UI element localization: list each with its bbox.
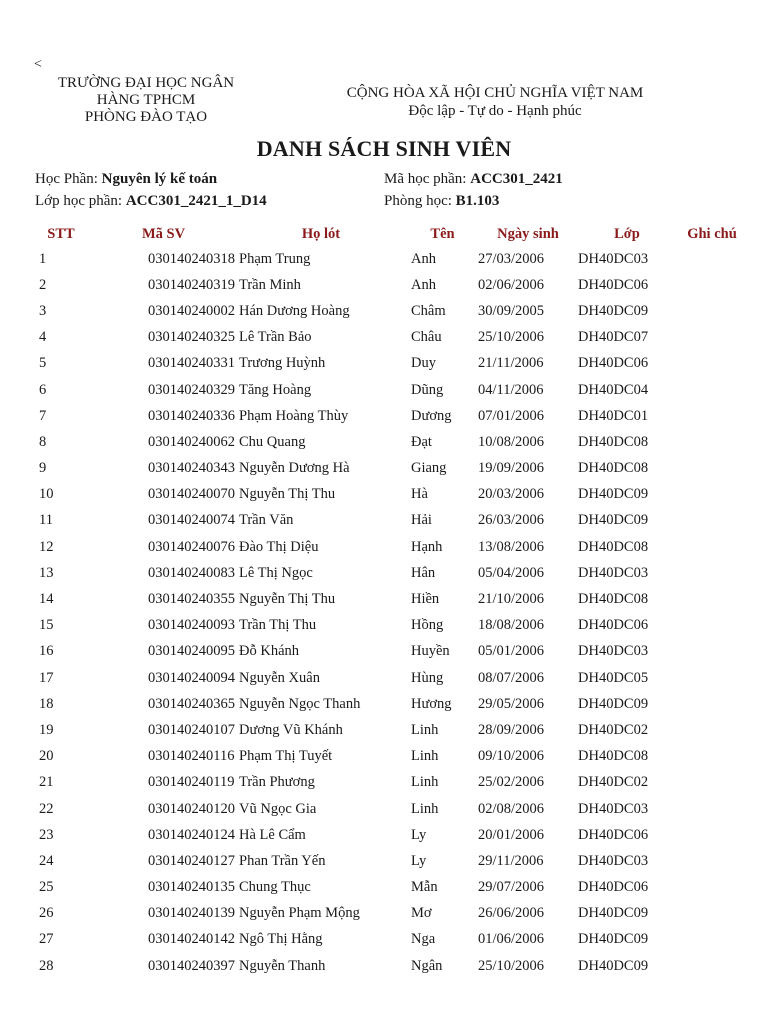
cell-stt: 27 bbox=[39, 931, 54, 948]
cell-birthdate: 05/04/2006 bbox=[478, 564, 545, 581]
cell-surname: Chu Quang bbox=[239, 433, 306, 450]
cell-stt: 5 bbox=[39, 355, 47, 372]
cell-birthdate: 04/11/2006 bbox=[478, 381, 544, 398]
cell-class: DH40DC09 bbox=[578, 931, 649, 948]
department-name: PHÒNG ĐÀO TẠO bbox=[84, 109, 208, 125]
student-table bbox=[30, 222, 748, 979]
cell-given-name: Mơ bbox=[411, 905, 432, 922]
cell-note bbox=[676, 560, 748, 586]
cell-given-name: Ly bbox=[411, 826, 427, 843]
cell-student-id: 030140240142 bbox=[148, 931, 235, 948]
cell-birthdate: 25/02/2006 bbox=[478, 774, 545, 791]
course-code-info bbox=[384, 170, 563, 188]
cell-class: DH40DC04 bbox=[578, 381, 649, 398]
table-row bbox=[30, 298, 748, 324]
class-value: ACC301_2421_1_D14 bbox=[125, 193, 267, 209]
cell-student-id: 030140240095 bbox=[148, 643, 235, 660]
course-value: Nguyên lý kế toán bbox=[101, 171, 218, 187]
cell-class: DH40DC03 bbox=[578, 643, 649, 660]
table-row bbox=[30, 665, 748, 691]
cell-stt: 6 bbox=[39, 381, 47, 398]
cell-surname: Nguyễn Thị Thu bbox=[239, 591, 336, 608]
cell-class: DH40DC08 bbox=[578, 748, 649, 765]
cell-surname: Nguyễn Xuân bbox=[239, 669, 320, 686]
table-row bbox=[30, 508, 748, 534]
cell-stt: 1 bbox=[39, 250, 47, 267]
cell-given-name: Mẫn bbox=[411, 879, 438, 896]
cell-student-id: 030140240107 bbox=[148, 721, 235, 738]
cell-birthdate: 02/06/2006 bbox=[478, 276, 545, 293]
cell-student-id: 030140240093 bbox=[148, 617, 235, 634]
cell-note bbox=[676, 456, 748, 482]
column-header-stt: STT bbox=[47, 225, 75, 242]
cell-note bbox=[676, 246, 748, 272]
table-row bbox=[30, 246, 748, 272]
class-label: Lớp học phần: bbox=[35, 193, 123, 209]
cell-note bbox=[676, 822, 748, 848]
cell-stt: 4 bbox=[39, 329, 47, 346]
cell-birthdate: 21/11/2006 bbox=[478, 355, 544, 372]
cell-stt: 24 bbox=[39, 852, 54, 869]
cell-student-id: 030140240002 bbox=[148, 302, 235, 319]
table-row bbox=[30, 848, 748, 874]
table-row bbox=[30, 901, 748, 927]
cell-class: DH40DC09 bbox=[578, 512, 649, 529]
cell-note bbox=[676, 586, 748, 612]
cell-birthdate: 30/09/2005 bbox=[478, 302, 545, 319]
cell-given-name: Anh bbox=[411, 250, 436, 267]
cell-birthdate: 02/08/2006 bbox=[478, 800, 545, 817]
cell-surname: Trần Văn bbox=[239, 512, 294, 529]
cell-class: DH40DC02 bbox=[578, 721, 649, 738]
course-code-value: ACC301_2421 bbox=[470, 171, 563, 187]
cell-note bbox=[676, 377, 748, 403]
cell-surname: Phạm Trung bbox=[239, 250, 311, 267]
cell-given-name: Linh bbox=[411, 774, 439, 791]
national-header bbox=[330, 84, 660, 120]
cell-stt: 12 bbox=[39, 538, 54, 555]
cell-surname: Trần Thị Thu bbox=[239, 617, 317, 634]
table-row bbox=[30, 927, 748, 953]
cell-stt: 2 bbox=[39, 276, 47, 293]
table-row bbox=[30, 875, 748, 901]
cell-student-id: 030140240331 bbox=[148, 355, 235, 372]
student-rows bbox=[30, 246, 748, 979]
cell-birthdate: 28/09/2006 bbox=[478, 721, 545, 738]
class-info bbox=[35, 192, 267, 210]
cell-given-name: Ngân bbox=[411, 957, 443, 974]
table-row bbox=[30, 953, 748, 979]
cell-stt: 7 bbox=[39, 407, 47, 424]
cell-given-name: Hương bbox=[411, 695, 452, 712]
cell-student-id: 030140240124 bbox=[148, 826, 235, 843]
cell-note bbox=[676, 325, 748, 351]
cell-class: DH40DC08 bbox=[578, 433, 649, 450]
cell-stt: 18 bbox=[39, 695, 54, 712]
cell-class: DH40DC02 bbox=[578, 774, 649, 791]
cell-class: DH40DC03 bbox=[578, 250, 649, 267]
cell-given-name: Ly bbox=[411, 852, 427, 869]
cell-student-id: 030140240318 bbox=[148, 250, 235, 267]
cell-birthdate: 29/07/2006 bbox=[478, 879, 545, 896]
cell-given-name: Linh bbox=[411, 748, 439, 765]
nation-motto: Độc lập - Tự do - Hạnh phúc bbox=[408, 103, 582, 119]
cell-birthdate: 26/06/2006 bbox=[478, 905, 545, 922]
course-label: Học Phần: bbox=[35, 171, 98, 187]
cell-given-name: Hải bbox=[411, 512, 432, 529]
table-row bbox=[30, 325, 748, 351]
cell-stt: 21 bbox=[39, 774, 54, 791]
cell-surname: Nguyễn Ngọc Thanh bbox=[239, 695, 361, 712]
cell-surname: Vũ Ngọc Gia bbox=[239, 800, 317, 817]
cell-student-id: 030140240116 bbox=[148, 748, 235, 765]
cell-student-id: 030140240319 bbox=[148, 276, 235, 293]
cell-class: DH40DC07 bbox=[578, 329, 649, 346]
cell-note bbox=[676, 534, 748, 560]
cell-surname: Dương Vũ Khánh bbox=[239, 721, 343, 738]
table-row bbox=[30, 744, 748, 770]
cell-surname: Nguyễn Dương Hà bbox=[239, 460, 350, 477]
cell-birthdate: 01/06/2006 bbox=[478, 931, 545, 948]
cell-birthdate: 08/07/2006 bbox=[478, 669, 545, 686]
cell-birthdate: 19/09/2006 bbox=[478, 460, 545, 477]
cell-stt: 20 bbox=[39, 748, 54, 765]
column-header-given-name: Tên bbox=[430, 225, 455, 242]
cell-student-id: 030140240062 bbox=[148, 433, 235, 450]
cell-student-id: 030140240135 bbox=[148, 879, 235, 896]
cell-class: DH40DC01 bbox=[578, 407, 649, 424]
cell-stt: 28 bbox=[39, 957, 54, 974]
cell-student-id: 030140240325 bbox=[148, 329, 235, 346]
cell-given-name: Huyền bbox=[411, 643, 450, 660]
cell-given-name: Châu bbox=[411, 329, 442, 346]
cell-note bbox=[676, 665, 748, 691]
cell-class: DH40DC06 bbox=[578, 355, 649, 372]
cell-given-name: Hùng bbox=[411, 669, 444, 686]
cell-surname: Phạm Thị Tuyết bbox=[239, 748, 333, 765]
cell-given-name: Hạnh bbox=[411, 538, 443, 555]
school-header bbox=[36, 75, 256, 126]
cell-given-name: Hồng bbox=[411, 617, 444, 634]
cell-class: DH40DC09 bbox=[578, 905, 649, 922]
cell-surname: Chung Thục bbox=[239, 879, 311, 896]
cell-given-name: Châm bbox=[411, 302, 446, 319]
cell-class: DH40DC08 bbox=[578, 538, 649, 555]
cell-class: DH40DC06 bbox=[578, 617, 649, 634]
column-header-class: Lớp bbox=[614, 225, 640, 242]
school-name-line-2: HÀNG TPHCM bbox=[96, 92, 196, 108]
cell-class: DH40DC09 bbox=[578, 486, 649, 503]
cell-note bbox=[676, 613, 748, 639]
cell-given-name: Dương bbox=[411, 407, 452, 424]
cell-birthdate: 10/08/2006 bbox=[478, 433, 545, 450]
table-row bbox=[30, 560, 748, 586]
table-row bbox=[30, 272, 748, 298]
column-header-note: Ghi chú bbox=[687, 225, 737, 242]
cell-class: DH40DC09 bbox=[578, 957, 649, 974]
cell-given-name: Anh bbox=[411, 276, 436, 293]
school-name-line-1: TRƯỜNG ĐẠI HỌC NGÂN bbox=[57, 75, 235, 91]
table-row bbox=[30, 482, 748, 508]
cell-birthdate: 09/10/2006 bbox=[478, 748, 545, 765]
cell-given-name: Dũng bbox=[411, 381, 444, 398]
course-code-label: Mã học phần: bbox=[384, 171, 467, 187]
cell-stt: 25 bbox=[39, 879, 54, 896]
cell-stt: 26 bbox=[39, 905, 54, 922]
cell-birthdate: 29/05/2006 bbox=[478, 695, 545, 712]
cell-surname: Trương Huỳnh bbox=[239, 355, 326, 372]
cell-note bbox=[676, 403, 748, 429]
cell-note bbox=[676, 744, 748, 770]
cell-surname: Đào Thị Diệu bbox=[239, 538, 319, 555]
cell-note bbox=[676, 508, 748, 534]
column-header-surname: Họ lót bbox=[301, 225, 341, 242]
cell-surname: Hán Dương Hoàng bbox=[239, 302, 350, 319]
cell-student-id: 030140240120 bbox=[148, 800, 235, 817]
cell-given-name: Đạt bbox=[411, 433, 432, 450]
room-value: B1.103 bbox=[455, 193, 500, 209]
room-info bbox=[384, 192, 499, 210]
cell-given-name: Giang bbox=[411, 460, 447, 477]
table-row bbox=[30, 796, 748, 822]
cell-student-id: 030140240119 bbox=[148, 774, 235, 791]
cell-surname: Trần Minh bbox=[239, 276, 301, 293]
cell-surname: Nguyễn Thị Thu bbox=[239, 486, 336, 503]
table-row bbox=[30, 639, 748, 665]
cell-note bbox=[676, 875, 748, 901]
column-header-birthdate: Ngày sinh bbox=[497, 225, 559, 242]
cell-class: DH40DC03 bbox=[578, 852, 649, 869]
cell-surname: Ngô Thị Hằng bbox=[239, 931, 323, 948]
table-row bbox=[30, 717, 748, 743]
cell-stt: 17 bbox=[39, 669, 54, 686]
cell-stt: 11 bbox=[39, 512, 53, 529]
cell-surname: Phan Trần Yến bbox=[239, 852, 326, 869]
cell-student-id: 030140240365 bbox=[148, 695, 235, 712]
cell-class: DH40DC06 bbox=[578, 826, 649, 843]
cell-student-id: 030140240397 bbox=[148, 957, 235, 974]
cell-given-name: Hiền bbox=[411, 591, 440, 608]
cell-student-id: 030140240127 bbox=[148, 852, 235, 869]
cell-birthdate: 21/10/2006 bbox=[478, 591, 545, 608]
cell-given-name: Linh bbox=[411, 800, 439, 817]
cell-note bbox=[676, 351, 748, 377]
cell-birthdate: 20/03/2006 bbox=[478, 486, 545, 503]
cell-birthdate: 05/01/2006 bbox=[478, 643, 545, 660]
cell-student-id: 030140240343 bbox=[148, 460, 235, 477]
cell-stt: 3 bbox=[39, 302, 47, 319]
cell-surname: Đỗ Khánh bbox=[239, 643, 300, 660]
cell-class: DH40DC06 bbox=[578, 276, 649, 293]
cell-student-id: 030140240070 bbox=[148, 486, 235, 503]
cell-stt: 15 bbox=[39, 617, 54, 634]
column-header-student-id: Mã SV bbox=[141, 225, 186, 242]
table-row bbox=[30, 770, 748, 796]
table-row bbox=[30, 613, 748, 639]
cell-birthdate: 20/01/2006 bbox=[478, 826, 545, 843]
cell-surname: Phạm Hoàng Thùy bbox=[239, 407, 349, 424]
table-row bbox=[30, 429, 748, 455]
page-title: DANH SÁCH SINH VIÊN bbox=[256, 136, 512, 161]
cell-surname: Hà Lê Cẩm bbox=[239, 826, 306, 843]
cell-birthdate: 18/08/2006 bbox=[478, 617, 545, 634]
cell-given-name: Duy bbox=[411, 355, 436, 372]
cell-note bbox=[676, 298, 748, 324]
back-link[interactable]: < bbox=[34, 57, 42, 72]
table-row bbox=[30, 586, 748, 612]
cell-student-id: 030140240329 bbox=[148, 381, 235, 398]
cell-surname: Nguyễn Thanh bbox=[239, 957, 326, 974]
cell-student-id: 030140240076 bbox=[148, 538, 235, 555]
cell-surname: Nguyễn Phạm Mộng bbox=[239, 905, 360, 922]
cell-given-name: Hà bbox=[411, 486, 428, 503]
cell-note bbox=[676, 691, 748, 717]
cell-class: DH40DC09 bbox=[578, 695, 649, 712]
cell-class: DH40DC08 bbox=[578, 460, 649, 477]
table-row bbox=[30, 691, 748, 717]
table-row bbox=[30, 351, 748, 377]
cell-stt: 10 bbox=[39, 486, 54, 503]
cell-birthdate: 25/10/2006 bbox=[478, 957, 545, 974]
cell-note bbox=[676, 482, 748, 508]
table-row bbox=[30, 534, 748, 560]
course-info bbox=[35, 170, 217, 188]
table-row bbox=[30, 456, 748, 482]
table-row bbox=[30, 403, 748, 429]
cell-class: DH40DC09 bbox=[578, 302, 649, 319]
cell-note bbox=[676, 770, 748, 796]
cell-birthdate: 29/11/2006 bbox=[478, 852, 544, 869]
cell-class: DH40DC06 bbox=[578, 879, 649, 896]
table-header-row bbox=[30, 222, 748, 246]
nation-name: CỘNG HÒA XÃ HỘI CHỦ NGHĨA VIỆT NAM bbox=[346, 85, 644, 101]
table-row bbox=[30, 377, 748, 403]
cell-given-name: Hân bbox=[411, 564, 436, 581]
cell-birthdate: 07/01/2006 bbox=[478, 407, 545, 424]
cell-student-id: 030140240336 bbox=[148, 407, 235, 424]
cell-stt: 16 bbox=[39, 643, 54, 660]
cell-stt: 23 bbox=[39, 826, 54, 843]
cell-surname: Lê Thị Ngọc bbox=[239, 564, 313, 581]
cell-class: DH40DC08 bbox=[578, 591, 649, 608]
cell-student-id: 030140240074 bbox=[148, 512, 235, 529]
cell-surname: Trần Phương bbox=[239, 774, 315, 791]
cell-student-id: 030140240083 bbox=[148, 564, 235, 581]
cell-class: DH40DC03 bbox=[578, 800, 649, 817]
table-row bbox=[30, 822, 748, 848]
cell-student-id: 030140240139 bbox=[148, 905, 235, 922]
cell-note bbox=[676, 717, 748, 743]
cell-note bbox=[676, 901, 748, 927]
cell-student-id: 030140240094 bbox=[148, 669, 235, 686]
cell-note bbox=[676, 639, 748, 665]
cell-stt: 22 bbox=[39, 800, 54, 817]
cell-birthdate: 13/08/2006 bbox=[478, 538, 545, 555]
cell-note bbox=[676, 429, 748, 455]
cell-stt: 19 bbox=[39, 721, 54, 738]
cell-given-name: Linh bbox=[411, 721, 439, 738]
cell-note bbox=[676, 953, 748, 979]
cell-birthdate: 27/03/2006 bbox=[478, 250, 545, 267]
cell-note bbox=[676, 272, 748, 298]
cell-given-name: Nga bbox=[411, 931, 436, 948]
cell-class: DH40DC05 bbox=[578, 669, 649, 686]
cell-stt: 8 bbox=[39, 433, 47, 450]
cell-note bbox=[676, 927, 748, 953]
cell-surname: Lê Trần Bảo bbox=[239, 329, 312, 346]
cell-class: DH40DC03 bbox=[578, 564, 649, 581]
cell-birthdate: 25/10/2006 bbox=[478, 329, 545, 346]
cell-stt: 13 bbox=[39, 564, 54, 581]
cell-birthdate: 26/03/2006 bbox=[478, 512, 545, 529]
cell-surname: Tăng Hoàng bbox=[239, 381, 312, 398]
cell-stt: 9 bbox=[39, 460, 47, 477]
cell-stt: 14 bbox=[39, 591, 54, 608]
cell-note bbox=[676, 848, 748, 874]
room-label: Phòng học: bbox=[384, 193, 452, 209]
cell-note bbox=[676, 796, 748, 822]
cell-student-id: 030140240355 bbox=[148, 591, 235, 608]
